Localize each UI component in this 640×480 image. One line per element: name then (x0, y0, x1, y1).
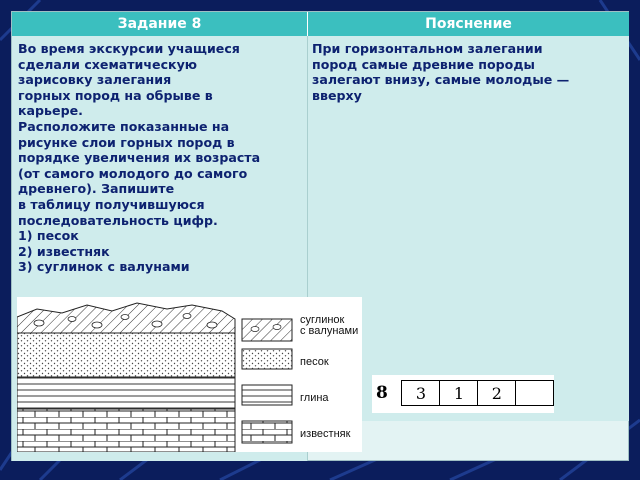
task-line: карьере. (18, 103, 83, 119)
legend-sand-label: песок (300, 356, 329, 368)
task-line: древнего). Запишите (18, 181, 175, 197)
explanation-line: залегают внизу, самые молодые — (312, 72, 570, 88)
answer-cell: 1 (440, 381, 478, 406)
task-line: сделали схематическую (18, 56, 198, 72)
legend-loam-label (300, 315, 358, 337)
legend-loam-line2: с валунами (300, 325, 359, 337)
legend (242, 319, 292, 443)
task-line: Во время экскурсии учащиеся (18, 41, 240, 56)
explanation-line: вверху (312, 87, 362, 103)
cliff-section (17, 303, 235, 452)
answer-cell (516, 381, 554, 406)
answer-number: 8 (376, 383, 388, 403)
answer-table (372, 380, 554, 406)
explanation-line: При горизонтальном залегании (312, 41, 543, 56)
task-line: горных пород на обрыве в (18, 87, 213, 103)
explanation-text (312, 41, 612, 103)
task-line: Расположите показанные на (18, 118, 230, 134)
task-text (18, 41, 306, 275)
task-line: порядке увеличения их возраста (18, 150, 261, 166)
task-line: рисунке слои горных пород в (18, 134, 235, 150)
task-line: в таблицу получившуюся (18, 196, 205, 212)
answer-cell: 3 (402, 381, 440, 406)
option-sand: 1) песок (18, 228, 79, 244)
legend-limestone-label: известняк (300, 428, 351, 440)
option-limestone: 2) известняк (18, 243, 110, 259)
task-line: (от самого молодого до самого (18, 165, 248, 181)
answer-cell: 2 (478, 381, 516, 406)
explanation-header: Пояснение (308, 12, 629, 36)
answer-box (372, 375, 554, 413)
option-loam: 3) суглинок с валунами (18, 259, 190, 275)
task-line: последовательность цифр. (18, 212, 218, 228)
explanation-line: пород самые древние породы (312, 56, 535, 72)
legend-loam-line1: суглинок (300, 314, 345, 326)
task-line: зарисовку залегания (18, 72, 172, 88)
task-header: Задание 8 (12, 12, 308, 36)
legend-clay-label: глина (300, 392, 329, 404)
